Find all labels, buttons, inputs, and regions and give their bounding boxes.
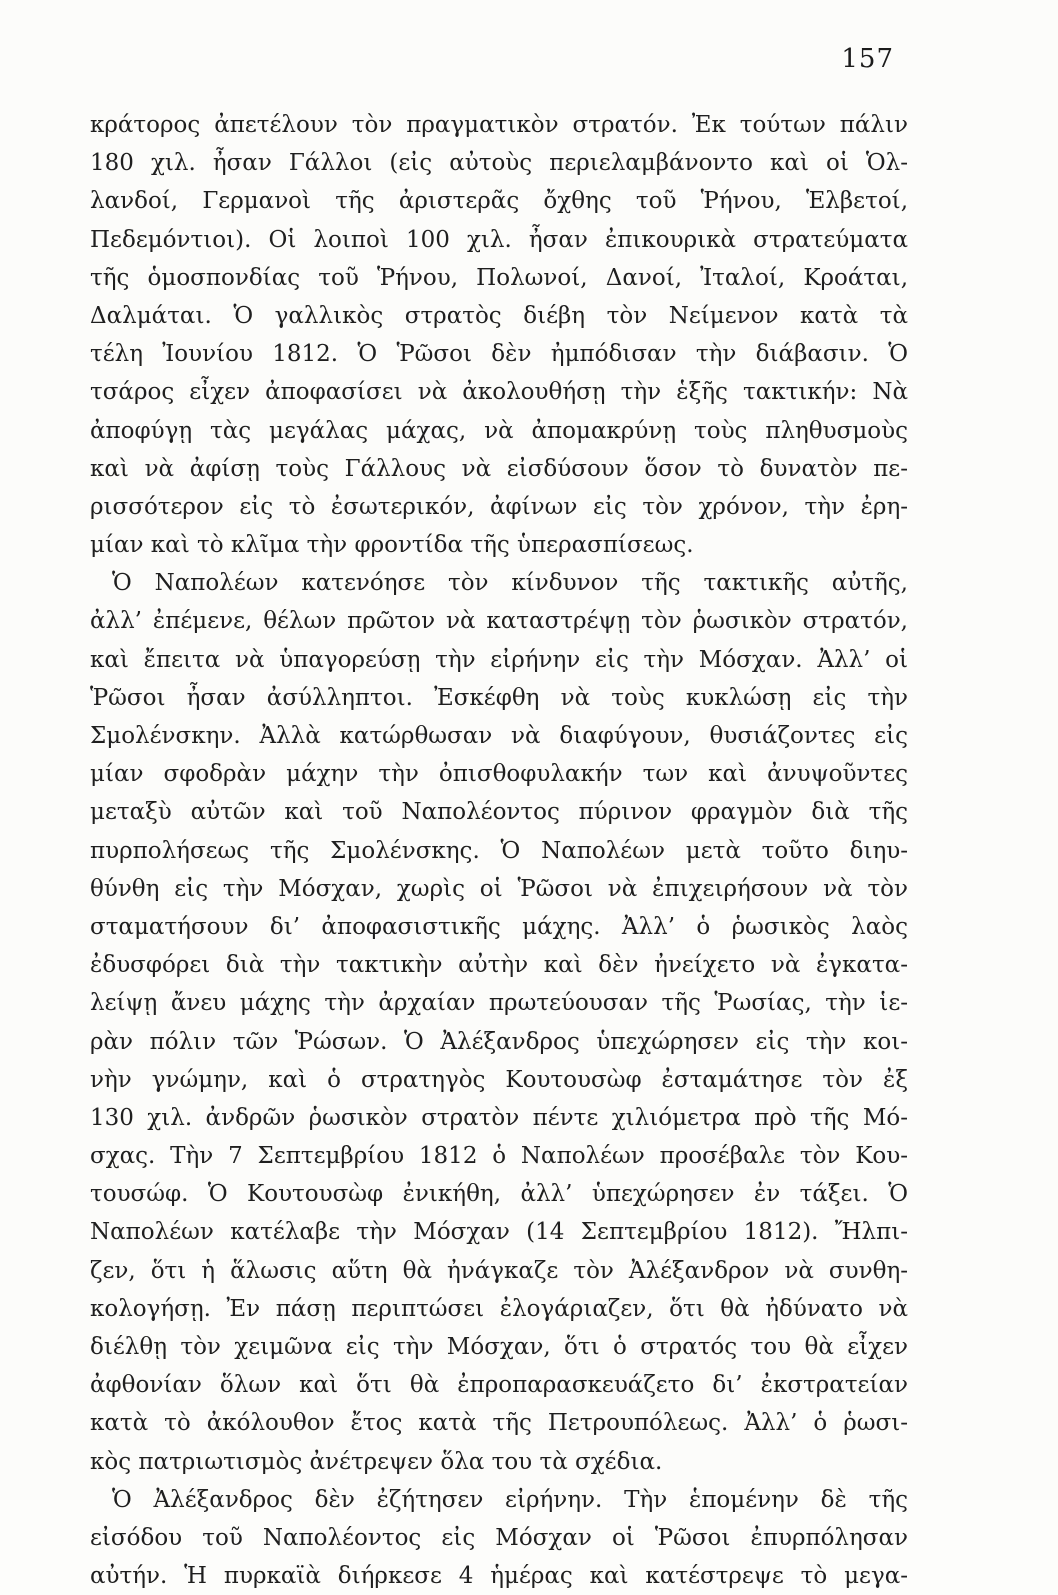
text-line: ρισσότερον εἰς τὸ ἐσωτερικόν, ἀφίνων εἰς τὸν χρόνον, τὴν ἐρη- xyxy=(90,493,908,520)
text-line: 180 χιλ. ἦσαν Γάλλοι (εἰς αὐτοὺς περιελαμβάνοντο καὶ οἱ Ὁλ- xyxy=(90,150,908,177)
text-line: ἀλλ’ ἐπέμενε, θέλων πρῶτον νὰ καταστρέψῃ τὸν ῥωσικὸν στρατόν, xyxy=(90,608,908,635)
text-line: εἰσόδου τοῦ Ναπολέοντος εἰς Μόσχαν οἱ Ῥῶσοι ἐπυρπόλησαν xyxy=(90,1524,908,1551)
text-line: 130 χιλ. ἀνδρῶν ῥωσικὸν στρατὸν πέντε χιλιόμετρα πρὸ τῆς Μό- xyxy=(90,1104,908,1131)
text-line: μεταξὺ αὐτῶν καὶ τοῦ Ναπολέοντος πύρινον φραγμὸν διὰ τῆς xyxy=(90,799,908,826)
text-line: μίαν καὶ τὸ κλῖμα τὴν φροντίδα τῆς ὑπερασπίσεως. xyxy=(90,532,694,559)
text-line: κράτορος ἀπετέλουν τὸν πραγματικὸν στρατόν. Ἐκ τούτων πάλιν xyxy=(90,112,908,138)
text-line: τέλη Ἰουνίου 1812. Ὁ Ῥῶσοι δὲν ἠμπόδισαν τὴν διάβασιν. Ὁ xyxy=(90,341,908,368)
text-line: Ὁ Ἀλέξανδρος δὲν ἐζήτησεν εἰρήνην. Τὴν ἑπομένην δὲ τῆς xyxy=(112,1486,908,1513)
text-line: Δαλμάται. Ὁ γαλλικὸς στρατὸς διέβη τὸν Νείμενον κατὰ τὰ xyxy=(90,302,908,329)
text-line: διέλθῃ τὸν χειμῶνα εἰς τὴν Μόσχαν, ὅτι ὁ στρατός του θὰ εἶχεν xyxy=(90,1334,908,1360)
text-line: Πεδεμόντιοι). Οἱ λοιποὶ 100 χιλ. ἦσαν ἐπικουρικὰ στρατεύματα xyxy=(90,226,908,253)
page-number: 157 xyxy=(841,44,894,74)
text-line: νὴν γνώμην, καὶ ὁ στρατηγὸς Κουτουσὼφ ἐσταμάτησε τὸν ἐξ xyxy=(90,1066,908,1093)
body-text xyxy=(90,106,908,1595)
text-line: ζεν, ὅτι ἡ ἅλωσις αὕτη θὰ ἠνάγκαζε τὸν Ἀλέξανδρον νὰ συνθη- xyxy=(90,1257,908,1284)
text-line: Σμολένσκην. Ἀλλὰ κατώρθωσαν νὰ διαφύγουν, θυσιάζοντες εἰς xyxy=(90,723,908,749)
text-line: πυρπολήσεως τῆς Σμολένσκης. Ὁ Ναπολέων μετὰ τοῦτο διηυ- xyxy=(90,837,908,864)
text-line: σχας. Τὴν 7 Σεπτεμβρίου 1812 ὁ Ναπολέων προσέβαλε τὸν Κου- xyxy=(90,1143,908,1170)
text-line: μίαν σφοδρὰν μάχην τὴν ὀπισθοφυλακήν των καὶ ἀνυψοῦντες xyxy=(90,761,908,788)
text-line: τῆς ὁμοσπονδίας τοῦ Ῥήνου, Πολωνοί, Δανοί, Ἰταλοί, Κροάται, xyxy=(90,264,908,291)
text-line: λανδοί, Γερμανοὶ τῆς ἀριστερᾶς ὄχθης τοῦ Ῥήνου, Ἑλβετοί, xyxy=(90,188,908,215)
text-line: κὸς πατριωτισμὸς ἀνέτρεψεν ὅλα του τὰ σχέδια. xyxy=(90,1448,663,1475)
text-line: ἀφθονίαν ὅλων καὶ ὅτι θὰ ἐπροπαρασκευάζετο δι’ ἐκστρατείαν xyxy=(90,1372,908,1399)
text-line: καὶ ἔπειτα νὰ ὑπαγορεύσῃ τὴν εἰρήνην εἰς τὴν Μόσχαν. Ἀλλ’ οἱ xyxy=(90,646,908,673)
text-line: Ῥῶσοι ἦσαν ἀσύλληπτοι. Ἐσκέφθη νὰ τοὺς κυκλώσῃ εἰς τὴν xyxy=(90,684,908,711)
text-line: κολογήσῃ. Ἐν πάσῃ περιπτώσει ἐλογάριαζεν, ὅτι θὰ ἠδύνατο νὰ xyxy=(90,1295,908,1322)
text-line: τσάρος εἶχεν ἀποφασίσει νὰ ἀκολουθήσῃ τὴν ἑξῆς τακτικήν: Νὰ xyxy=(90,379,908,406)
text-line: θύνθη εἰς τὴν Μόσχαν, χωρὶς οἱ Ῥῶσοι νὰ ἐπιχειρήσουν νὰ τὸν xyxy=(90,875,908,902)
text-line: σταματήσουν δι’ ἀποφασιστικῆς μάχης. Ἀλλ’ ὁ ῥωσικὸς λαὸς xyxy=(90,913,908,940)
text-line: Ὁ Ναπολέων κατενόησε τὸν κίνδυνον τῆς τακτικῆς αὐτῆς, xyxy=(112,570,908,597)
text-line: κατὰ τὸ ἀκόλουθον ἔτος κατὰ τῆς Πετρουπόλεως. Ἀλλ’ ὁ ῥωσι- xyxy=(90,1410,908,1437)
text-line: λείψῃ ἄνευ μάχης τὴν ἀρχαίαν πρωτεύουσαν τῆς Ῥωσίας, τὴν ἱε- xyxy=(90,990,908,1017)
text-line: Ναπολέων κατέλαβε τὴν Μόσχαν (14 Σεπτεμβρίου 1812). Ἤλπι- xyxy=(90,1219,908,1246)
text-line: ρὰν πόλιν τῶν Ῥώσων. Ὁ Ἀλέξανδρος ὑπεχώρησεν εἰς τὴν κοι- xyxy=(90,1028,908,1055)
text-line: ἀποφύγῃ τὰς μεγάλας μάχας, νὰ ἀπομακρύνῃ τοὺς πληθυσμοὺς xyxy=(90,417,908,444)
text-line: αὐτήν. Ἡ πυρκαϊὰ διήρκεσε 4 ἡμέρας καὶ κατέστρεψε τὸ μεγα- xyxy=(90,1563,908,1590)
text-line: τουσώφ. Ὁ Κουτουσὼφ ἐνικήθη, ἀλλ’ ὑπεχώρησεν ἐν τάξει. Ὁ xyxy=(90,1181,908,1208)
text-line: καὶ νὰ ἀφίσῃ τοὺς Γάλλους νὰ εἰσδύσουν ὅσον τὸ δυνατὸν πε- xyxy=(90,455,908,482)
text-line: ἐδυσφόρει διὰ τὴν τακτικὴν αὐτὴν καὶ δὲν ἠνείχετο νὰ ἐγκατα- xyxy=(90,952,908,979)
